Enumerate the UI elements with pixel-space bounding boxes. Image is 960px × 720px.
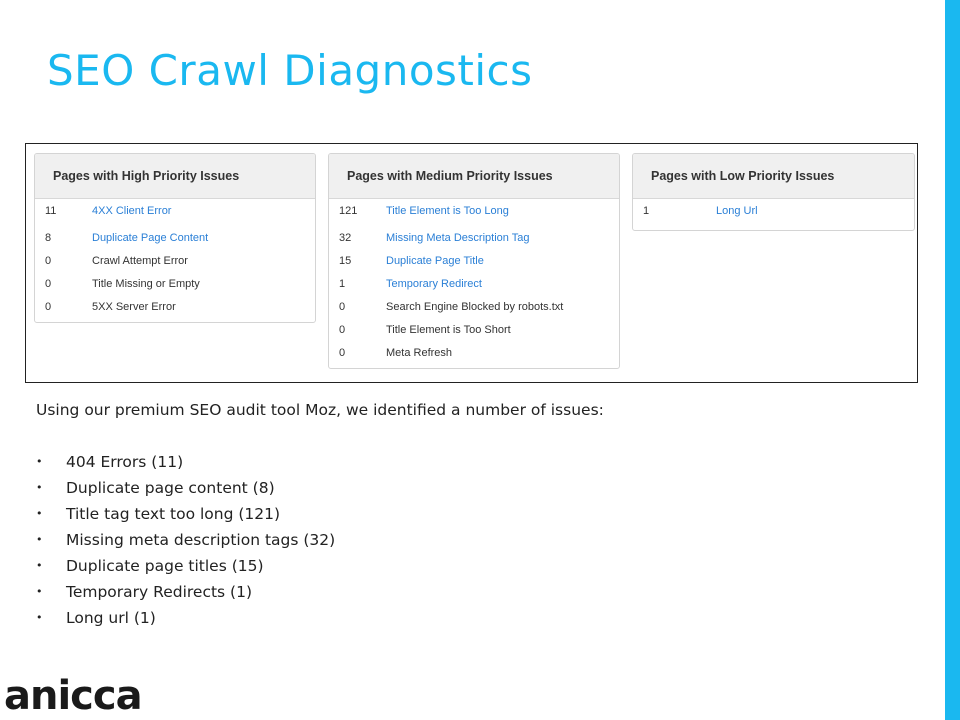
issue-link[interactable]: 4XX Client Error [92, 205, 172, 217]
issue-row[interactable] [329, 273, 619, 296]
issue-row[interactable] [633, 200, 914, 227]
issue-row [329, 296, 619, 319]
anicca-logo: anicca [4, 673, 142, 719]
bullet-text: Title tag text too long (121) [66, 505, 281, 523]
issue-link[interactable]: Duplicate Page Content [92, 232, 209, 244]
issue-bullet-list [36, 449, 335, 631]
high-priority-header: Pages with High Priority Issues [35, 154, 315, 199]
medium-priority-panel [328, 153, 620, 369]
high-priority-list [35, 200, 315, 319]
issue-count: 0 [339, 301, 346, 313]
issue-count: 11 [45, 205, 57, 217]
issue-row[interactable] [329, 227, 619, 250]
issue-link[interactable]: Temporary Redirect [386, 278, 482, 290]
issue-label: Title Missing or Empty [92, 278, 200, 290]
bullet-marker: • [36, 559, 43, 572]
issue-bullet [36, 553, 335, 579]
issue-count: 0 [45, 255, 52, 267]
issue-count: 1 [339, 278, 346, 290]
issue-row[interactable] [329, 200, 619, 227]
issue-label: Title Element is Too Short [386, 324, 511, 336]
medium-priority-list [329, 200, 619, 365]
issue-count: 15 [339, 255, 352, 267]
issue-bullet [36, 449, 335, 475]
low-priority-panel [632, 153, 915, 231]
issue-link[interactable]: Missing Meta Description Tag [386, 232, 530, 244]
bullet-text: Duplicate page titles (15) [66, 557, 264, 575]
issue-bullet [36, 527, 335, 553]
bullet-text: Duplicate page content (8) [66, 479, 275, 497]
issue-bullet [36, 475, 335, 501]
issue-count: 0 [45, 278, 52, 290]
issue-label: Meta Refresh [386, 347, 453, 359]
medium-priority-header: Pages with Medium Priority Issues [329, 154, 619, 199]
high-priority-panel [34, 153, 316, 323]
intro-text: Using our premium SEO audit tool Moz, we identified a number of issues: [36, 401, 604, 419]
issue-row [329, 342, 619, 365]
issue-row [329, 319, 619, 342]
issue-link[interactable]: Title Element is Too Long [386, 205, 509, 217]
issue-row [35, 250, 315, 273]
issue-bullet [36, 501, 335, 527]
issue-label: Search Engine Blocked by robots.txt [386, 301, 564, 313]
bullet-marker: • [36, 585, 43, 598]
bullet-text: Missing meta description tags (32) [66, 531, 336, 549]
issue-count: 0 [339, 347, 346, 359]
issue-count: 32 [339, 232, 352, 244]
low-priority-list [633, 200, 914, 227]
issue-row[interactable] [35, 200, 315, 227]
issue-row [35, 273, 315, 296]
bullet-marker: • [36, 455, 43, 468]
issue-bullet [36, 605, 335, 631]
bullet-marker: • [36, 507, 43, 520]
crawl-diagnostics-screenshot [25, 143, 918, 383]
issue-count: 0 [339, 324, 346, 336]
issue-link[interactable]: Duplicate Page Title [386, 255, 484, 267]
issue-count: 121 [339, 205, 358, 217]
issue-row [35, 296, 315, 319]
bullet-marker: • [36, 481, 43, 494]
issue-row[interactable] [329, 250, 619, 273]
issue-label: Crawl Attempt Error [92, 255, 188, 267]
issue-count: 8 [45, 232, 52, 244]
issue-count: 1 [643, 205, 650, 217]
slide-title: SEO Crawl Diagnostics [47, 46, 533, 95]
low-priority-header: Pages with Low Priority Issues [633, 154, 914, 199]
issue-label: 5XX Server Error [92, 301, 176, 313]
issue-row[interactable] [35, 227, 315, 250]
bullet-text: 404 Errors (11) [66, 453, 184, 471]
accent-bar [945, 0, 960, 720]
issue-link[interactable]: Long Url [716, 205, 758, 217]
issue-bullet [36, 579, 335, 605]
bullet-text: Temporary Redirects (1) [66, 583, 253, 601]
bullet-marker: • [36, 533, 43, 546]
bullet-marker: • [36, 611, 43, 624]
issue-count: 0 [45, 301, 52, 313]
bullet-text: Long url (1) [66, 609, 156, 627]
